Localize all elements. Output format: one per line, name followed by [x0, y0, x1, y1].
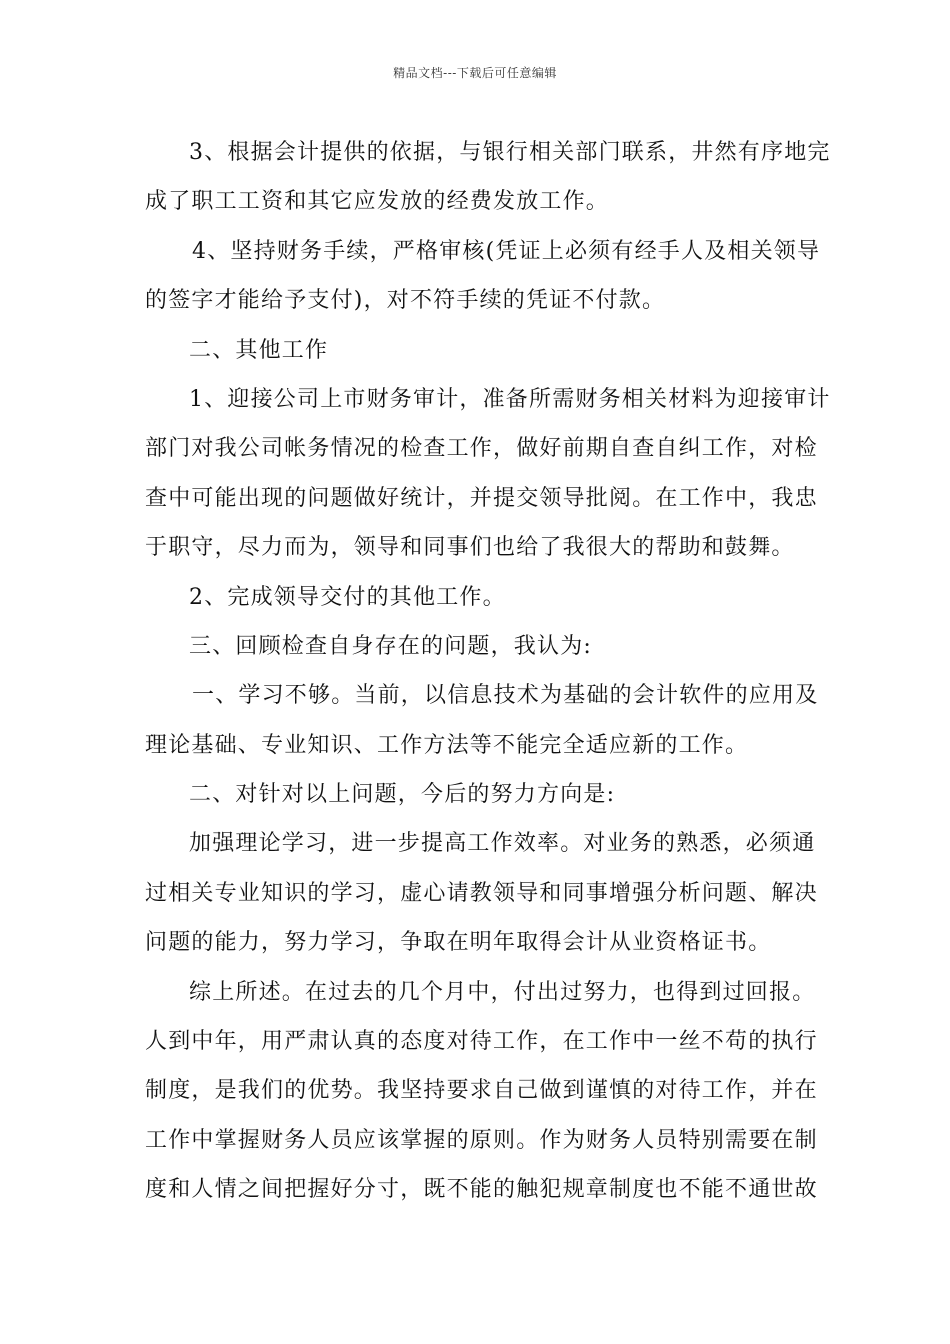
- body-line: 3、根据会计提供的依据，与银行相关部门联系，井然有序地完: [189, 140, 831, 165]
- body-line: 于职守，尽力而为，领导和同事们也给了我很大的帮助和鼓舞。: [145, 535, 795, 561]
- document-body: [145, 128, 831, 1215]
- body-line: 一、学习不够。当前，以信息技术为基础的会计软件的应用及: [192, 683, 819, 709]
- body-line: 的签字才能给予支付)，对不符手续的凭证不付款。: [145, 288, 666, 314]
- body-line: 加强理论学习，进一步提高工作效率。对业务的熟悉，必须通: [189, 831, 816, 857]
- body-line: 工作中掌握财务人员应该掌握的原则。作为财务人员特别需要在制: [145, 1127, 818, 1153]
- body-line: 问题的能力，努力学习，争取在明年取得会计从业资格证书。: [145, 930, 772, 956]
- body-line: 综上所述。在过去的几个月中，付出过努力，也得到过回报。: [189, 979, 816, 1005]
- section-heading: 三、回顾检查自身存在的问题，我认为:: [189, 633, 593, 659]
- body-line: 制度，是我们的优势。我坚持要求自己做到谨慎的对待工作，并在: [145, 1078, 818, 1104]
- body-line: 成了职工工资和其它应发放的经费发放工作。: [145, 189, 610, 215]
- body-line: 过相关专业知识的学习，虚心请教领导和同事增强分析问题、解决: [145, 880, 818, 906]
- body-line: 理论基础、专业知识、工作方法等不能完全适应新的工作。: [145, 732, 749, 758]
- body-line: 2、完成领导交付的其他工作。: [189, 584, 506, 610]
- body-line: 度和人情之间把握好分寸，既不能的触犯规章制度也不能不通世故: [145, 1177, 818, 1203]
- body-line: 4、坚持财务手续，严格审核(凭证上必须有经手人及相关领导: [192, 238, 821, 264]
- body-line: 查中可能出现的问题做好统计，并提交领导批阅。在工作中，我忠: [145, 485, 818, 511]
- page-header: 精品文档---下载后可任意编辑: [393, 66, 557, 80]
- body-line: 人到中年，用严肃认真的态度对待工作，在工作中一丝不苟的执行: [145, 1029, 818, 1055]
- body-line: 二、对针对以上问题，今后的努力方向是:: [189, 782, 616, 808]
- body-line: 1、迎接公司上市财务审计，准备所需财务相关材料为迎接审计: [189, 386, 831, 412]
- body-line: 部门对我公司帐务情况的检查工作，做好前期自查自纠工作，对检: [145, 436, 818, 462]
- section-heading: 二、其他工作: [189, 337, 329, 363]
